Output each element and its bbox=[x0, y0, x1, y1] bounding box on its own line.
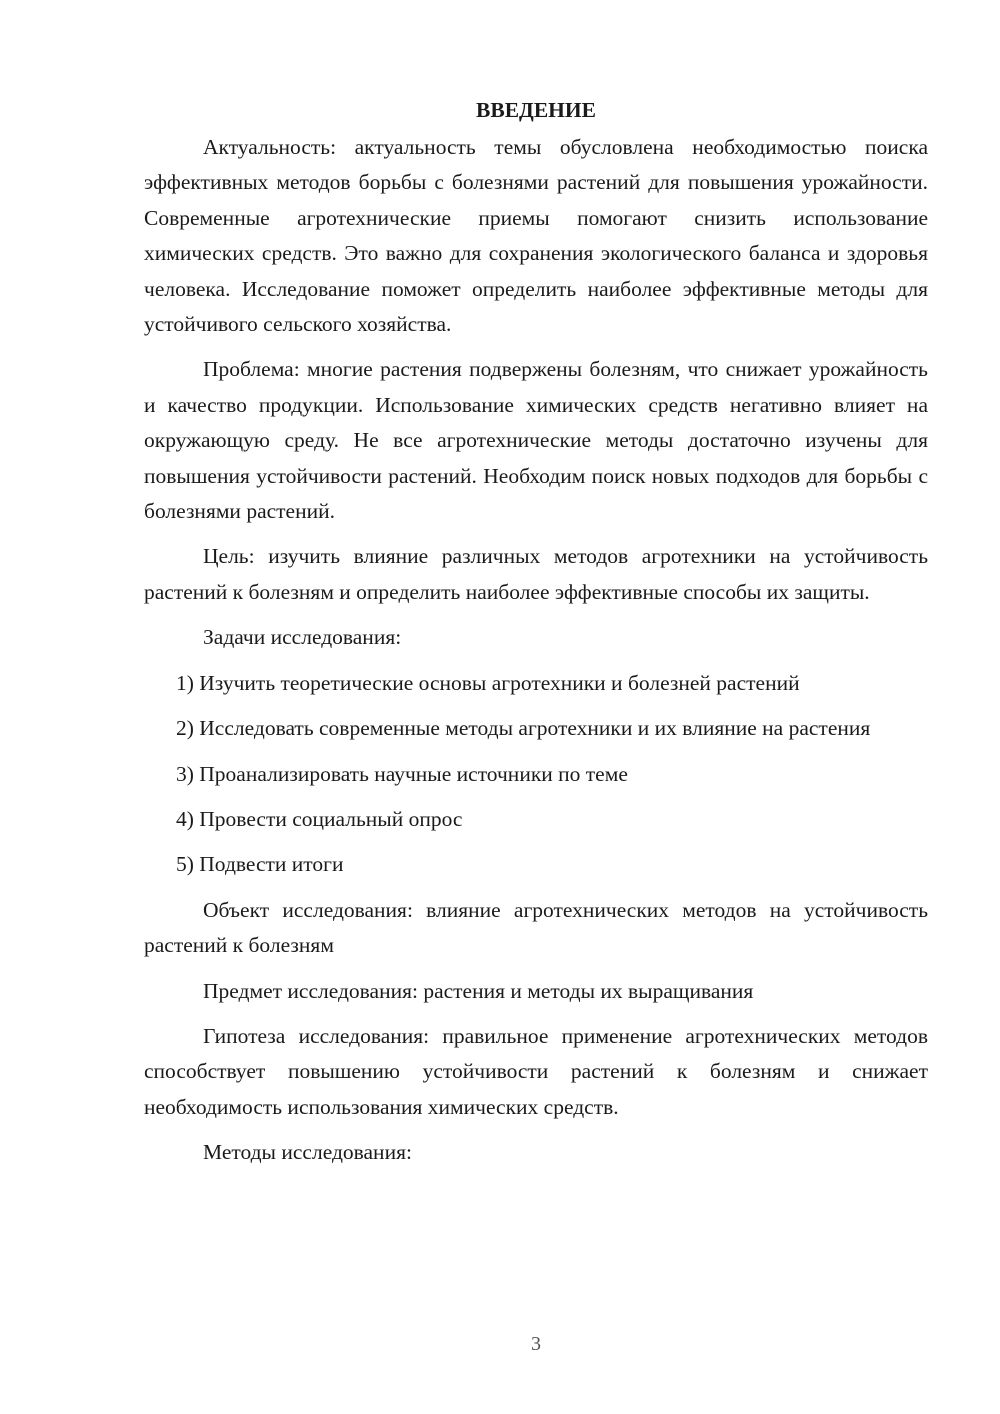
paragraph-subject: Предмет исследования: растения и методы их выращивания bbox=[203, 978, 754, 1003]
task-item-2: 2) Исследовать современные методы агротехники и их влияние на растения bbox=[176, 716, 871, 741]
paragraph-problem: Проблема: многие растения подвержены болезням, что снижает урожайность и качество продукции. Использование химических средств негативно влияет на окружающую среду. Не все агротехнические методы достаточно изучены для повышения устойчивости растений. Необходим поиск новых подходов для борьбы с болезнями растений. bbox=[144, 357, 928, 524]
task-item-3: 3) Проанализировать научные источники по теме bbox=[176, 761, 628, 786]
document-page bbox=[144, 92, 928, 1181]
paragraph-object: Объект исследования: влияние агротехнических методов на устойчивость растений к болезням bbox=[144, 897, 928, 958]
paragraph-goal: Цель: изучить влияние различных методов агротехники на устойчивость растений к болезням и определить наиболее эффективные способы их защиты. bbox=[144, 544, 928, 604]
document-title: ВВЕДЕНИЕ bbox=[476, 98, 596, 122]
task-item-1: 1) Изучить теоретические основы агротехники и болезней растений bbox=[176, 670, 800, 695]
paragraph-hypothesis: Гипотеза исследования: правильное применение агротехнических методов способствует повышению устойчивости растений к болезням и снижает необходимость использования химических средств. bbox=[144, 1023, 928, 1119]
paragraph-relevance: Актуальность: актуальность темы обусловлена необходимостью поиска эффективных методов борьбы с болезнями растений для повышения урожайности. Современные агротехнические приемы помогают снизить использование химических средств. Это важно для сохранения экологического баланса и здоровья человека. Исследование поможет определить наиболее эффективные методы для устойчивого сельского хозяйства. bbox=[144, 135, 928, 337]
methods-heading: Методы исследования: bbox=[203, 1140, 412, 1165]
task-item-4: 4) Провести социальный опрос bbox=[176, 806, 463, 831]
task-item-5: 5) Подвести итоги bbox=[176, 852, 344, 877]
page-number: 3 bbox=[531, 1333, 541, 1355]
tasks-heading: Задачи исследования: bbox=[203, 625, 402, 650]
